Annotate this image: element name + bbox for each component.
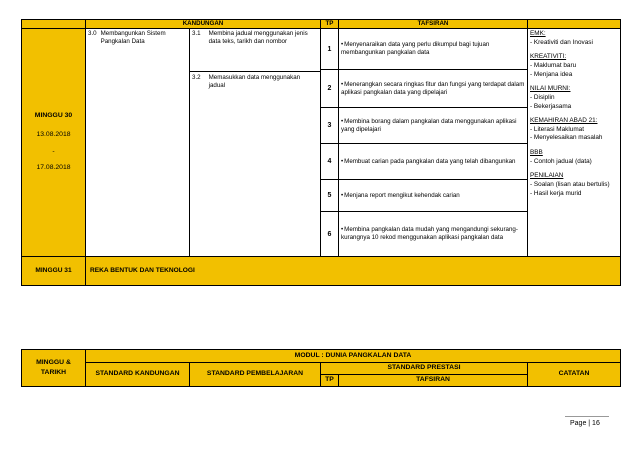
nilai-murni-title: NILAI MURNI: [530, 85, 571, 93]
week-30-end-date: 17.08.2018 [36, 164, 71, 172]
penilaian-title: PENILAIAN [530, 172, 564, 180]
bbb-item: - Contoh jadual (data) [530, 157, 592, 165]
content-standard-cell [86, 29, 190, 257]
tp-level-1: 1 [321, 29, 339, 70]
tp-level-6: 6 [321, 212, 339, 257]
tafsiran-4: • Membuat carian pada pangkalan data yang telah dibangunkan [339, 144, 528, 180]
week-30-cell [22, 29, 86, 257]
header-tp: TP [321, 20, 339, 29]
standard-kandungan-header: STANDARD KANDUNGAN [86, 363, 190, 387]
tafsiran-header: TAFSIRAN [339, 374, 528, 386]
tp-level-4: 4 [321, 144, 339, 180]
tp-level-5: 5 [321, 180, 339, 212]
blank-header-cell [22, 20, 86, 29]
module-header-table [21, 349, 621, 387]
week-30-start-date: 13.08.2018 [36, 130, 71, 138]
content-standard-number: 3.0 [88, 30, 97, 38]
kemahiran-title: KEMAHIRAN ABAD 21: [530, 117, 598, 125]
notes-cell [528, 29, 621, 257]
tp-level-2: 2 [321, 70, 339, 108]
week-31-label: MINGGU 31 [22, 257, 86, 286]
kemahiran-item: - Menyelesaikan masalah [530, 134, 603, 142]
learning-standards-cell [190, 29, 321, 257]
emk-title: EMK: [530, 30, 546, 38]
learning-standard-number: 3.1 [192, 30, 201, 38]
penilaian-item: - Hasil kerja murid [530, 189, 582, 197]
blank-header-cell-right [528, 20, 621, 29]
learning-standard-text: Memasukkan data menggunakan jadual [208, 74, 301, 90]
tafsiran-6: • Membina pangkalan data mudah yang mengandungi sekurang-kurangnya 10 rekod menggunakan aplikasi pangkalan data [339, 212, 528, 257]
tp-level-3: 3 [321, 108, 339, 144]
bbb-title: BBB [530, 149, 543, 157]
standard-pembelajaran-header: STANDARD PEMBELAJARAN [190, 363, 321, 387]
tafsiran-5: • Menjana report mengikut kehendak carian [339, 180, 528, 212]
table-header-row [22, 20, 621, 29]
learning-standard-number: 3.2 [192, 74, 201, 82]
emk-item: - Kreativiti dan Inovasi [530, 38, 593, 46]
header-tafsiran: TAFSIRAN [339, 20, 528, 29]
content-standard-title: Membangunkan Sistem Pangkalan Data [100, 30, 166, 46]
learning-standard-text: Membina jadual menggunakan jenis data teks, tarikh dan nombor [208, 30, 308, 46]
standard-prestasi-header: STANDARD PRESTASI [321, 363, 528, 375]
header-kandungan: KANDUNGAN [86, 20, 321, 29]
week-31-topic: REKA BENTUK DAN TEKNOLOGI [86, 257, 621, 286]
kreativiti-item: - Menjana idea [530, 70, 573, 78]
module-title: MODUL : DUNIA PANGKALAN DATA [86, 350, 621, 363]
penilaian-item: - Soalan (lisan atau bertulis) [530, 181, 610, 189]
page-number: Page | 16 [570, 420, 600, 427]
week-30-label: MINGGU 30 [34, 111, 73, 119]
week-30-date-dash: - [52, 147, 55, 155]
tafsiran-3: • Membina borang dalam pangkalan data menggunakan aplikasi yang dipelajari [339, 108, 528, 144]
footer-rule [565, 416, 609, 417]
kemahiran-item: - Literasi Maklumat [530, 125, 584, 133]
tafsiran-1: • Menyenaraikan data yang perlu dikumpul bagi tujuan membangunkan pangkalan data [339, 29, 528, 70]
tp-header: TP [321, 374, 339, 386]
lesson-plan-table [21, 19, 621, 286]
kreativiti-item: - Maklumat baru [530, 61, 577, 69]
catatan-header: CATATAN [528, 363, 621, 387]
tafsiran-2: • Menerangkan secara ringkas fitur dan fungsi yang terdapat dalam aplikasi pangkalan data yang dipelajari [339, 70, 528, 108]
nilai-item: - Bekerjasama [530, 102, 572, 110]
week-date-header: MINGGU & TARIKH [22, 350, 86, 387]
kreativiti-title: KREATIVITI: [530, 53, 567, 61]
week-31-row [22, 257, 621, 286]
nilai-item: - Disiplin [530, 93, 555, 101]
